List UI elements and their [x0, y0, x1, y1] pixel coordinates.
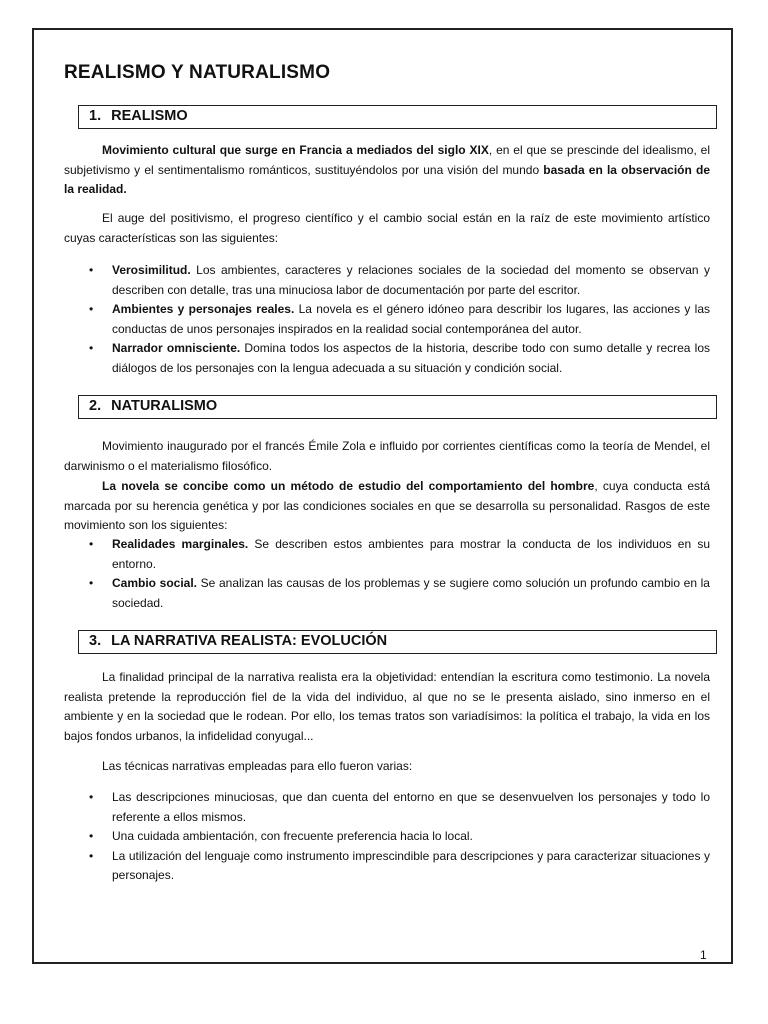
list-item — [64, 300, 710, 339]
list-item — [64, 574, 710, 613]
list-item — [64, 339, 710, 378]
list-item-text: Los ambientes, caracteres y relaciones sociales de la sociedad del momento se observan y describen con detalle, tras una minuciosa labor de documentación por parte del escritor. — [112, 263, 710, 297]
paragraph-narrativa-tecnicas — [64, 757, 710, 777]
list-item-term: Realidades marginales. — [112, 537, 249, 551]
bullet-icon: • — [89, 848, 94, 863]
section-heading-naturalismo — [78, 395, 717, 419]
list-item-text: Domina todos los aspectos de la historia, describe todo con sumo detalle y recrea los diálogos de los personajes con la lengua adecuada a su situación y condición social. — [112, 341, 710, 375]
list-item — [64, 847, 710, 886]
list-item — [64, 827, 710, 847]
section-number: 2. — [89, 398, 102, 414]
list-item-term: Cambio social. — [112, 576, 198, 590]
list-item — [64, 535, 710, 574]
section-number: 1. — [89, 108, 102, 124]
text-span: El auge del positivismo, el progreso científico y el cambio social están en la raíz de este movimiento artístico cuyas características son las siguientes: — [64, 211, 710, 245]
text-span: basada en la observación de la realidad. — [64, 162, 710, 196]
list-item — [64, 261, 710, 300]
paragraph-naturalismo-novela — [64, 477, 710, 536]
text-span: La finalidad principal de la narrativa realista era la objetividad: entendían la escritura como testimonio. La novela realista pretende la reproducción fiel de la vida del individuo, al que no se le presenta aislado, sino inmerso en el ambiente y en la sociedad que le rodean. Por ello, los temas tratos son variadísimos: la política el trabajo, la vida en los bajos fondos urbanos, la infidelidad conyugal... — [64, 670, 710, 743]
list-item-text: Las descripciones minuciosas, que dan cuenta del entorno en que se desenvuelven los personajes y todo lo referente a ellos mismos. — [112, 790, 710, 824]
list-item-text: Se analizan las causas de los problemas y se sugiere como solución un profundo cambio en la sociedad. — [112, 576, 710, 610]
list-item-text: La novela es el género idóneo para describir los lugares, las acciones y las conductas de unos personajes inspirados en la realidad social contemporánea del autor. — [112, 302, 711, 336]
section-heading-realismo — [78, 105, 717, 129]
section-title: REALISMO — [111, 108, 188, 124]
text-span: Movimiento cultural que surge en Francia a mediados del siglo XIX — [102, 143, 489, 157]
bullet-icon: • — [89, 341, 94, 355]
list-item-text: La utilización del lenguaje como instrumento imprescindible para descripciones y para caracterizar situaciones y personajes. — [112, 848, 710, 882]
list-naturalismo-features — [64, 535, 710, 613]
bullet-icon: • — [89, 537, 94, 551]
text-span: La novela se concibe como un método de estudio del comportamiento del hombre — [102, 479, 595, 493]
list-item-term: Ambientes y personajes reales. — [112, 302, 295, 316]
list-item-text: Una cuidada ambientación, con frecuente preferencia hacia lo local. — [112, 829, 473, 843]
list-item-text: Se describen estos ambientes para mostrar la conducta de los individuos en su entorno. — [112, 537, 710, 571]
paragraph-narrativa-finalidad — [64, 668, 710, 746]
list-narrativa-techniques — [64, 788, 710, 886]
section-title: LA NARRATIVA REALISTA: EVOLUCIÓN — [111, 633, 388, 649]
document-title: REALISMO Y NATURALISMO — [64, 62, 331, 83]
list-realismo-features — [64, 261, 710, 378]
bullet-icon: • — [89, 829, 94, 843]
list-item-term: Verosimilitud. — [112, 263, 191, 277]
section-title: NATURALISMO — [111, 398, 218, 414]
text-span: Las técnicas narrativas empleadas para ello fueron varias: — [102, 759, 413, 773]
section-number: 3. — [89, 633, 102, 649]
paragraph-naturalismo-intro — [64, 437, 710, 476]
list-item — [64, 788, 710, 827]
text-span: Movimiento inaugurado por el francés Émile Zola e influido por corrientes científicas como la teoría de Mendel, el darwinismo o el materialismo filosófico. — [64, 439, 710, 473]
paragraph-realismo-auge — [64, 209, 710, 248]
page-number: 1 — [700, 948, 707, 962]
list-item-term: Narrador omnisciente. — [112, 341, 241, 355]
bullet-icon: • — [89, 576, 94, 590]
text-span: , cuya conducta está marcada por su herencia genética y por las condiciones sociales en que se desarrolla su personalidad. Rasgos de este movimiento son los siguientes: — [64, 479, 710, 532]
section-heading-narrativa-realista — [78, 630, 717, 654]
bullet-icon: • — [89, 302, 94, 316]
bullet-icon: • — [89, 263, 94, 277]
bullet-icon: • — [89, 790, 94, 804]
paragraph-realismo-intro — [64, 141, 710, 200]
text-span: , en el que se prescinde del idealismo, el subjetivismo y el sentimentalismo románticos, sustituyéndolos por una visión del mundo — [64, 143, 711, 177]
